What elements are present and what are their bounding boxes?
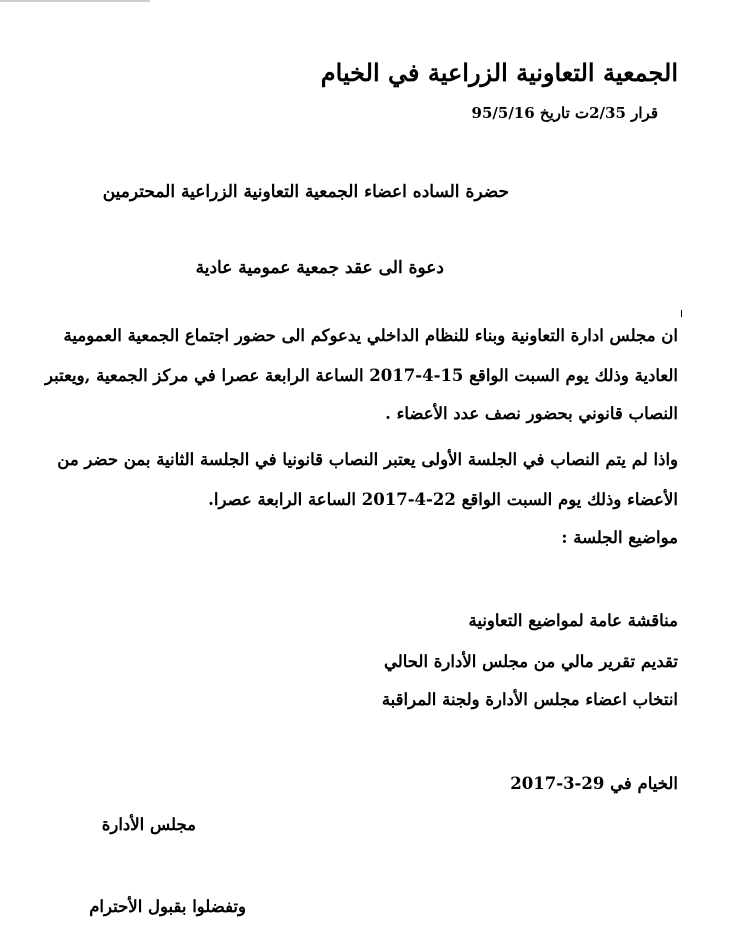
salutation-line: حضرة الساده اعضاء الجمعية التعاونية الزراعية المحترمين <box>102 182 509 202</box>
invitation-heading: دعوة الى عقد جمعية عمومية عادية <box>195 258 444 278</box>
closing-line: وتفضلوا بقبول الأحترام <box>89 897 246 916</box>
agenda-item-1: مناقشة عامة لمواضيع التعاونية <box>468 611 678 630</box>
place-date-line: الخيام في 29-3-2017 <box>510 774 678 793</box>
top-divider <box>0 0 150 2</box>
agenda-item-3: انتخاب اعضاء مجلس الأدارة ولجنة المراقبة <box>381 690 678 709</box>
decision-reference: قرار 2/35ت تاريخ 95/5/16 <box>471 104 658 122</box>
agenda-item-2: تقديم تقرير مالي من مجلس الأدارة الحالي <box>383 652 678 671</box>
body-line-2: العادية وذلك يوم السبت الواقع 15-4-2017 الساعة الرابعة عصرا في مركز الجمعية ,ويعتبر <box>45 366 678 385</box>
body-line-1: ان مجلس ادارة التعاونية وبناء للنظام الداخلي يدعوكم الى حضور اجتماع الجمعية العمومية <box>63 326 678 345</box>
document-title: الجمعية التعاونية الزراعية في الخيام <box>320 58 678 87</box>
body-line-4: واذا لم يتم النصاب في الجلسة الأولى يعتبر النصاب قانونيا في الجلسة الثانية بمن حضر من <box>57 450 678 469</box>
body-line-3: النصاب قانوني بحضور نصف عدد الأعضاء . <box>385 404 678 423</box>
body-line-5: الأعضاء وذلك يوم السبت الواقع 22-4-2017 الساعة الرابعة عصرا. <box>208 490 678 509</box>
agenda-label: مواضيع الجلسة : <box>561 528 678 547</box>
board-signature: مجلس الأدارة <box>101 815 196 834</box>
text-cursor-mark <box>681 310 682 317</box>
